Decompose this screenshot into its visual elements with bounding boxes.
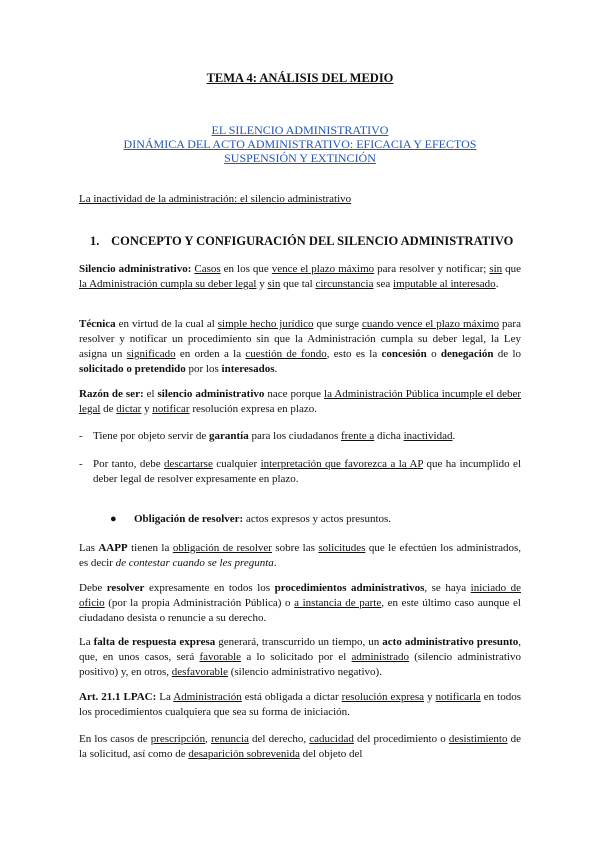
text-run: del objeto del	[299, 748, 363, 760]
blue-heading-line-2: DINÁMICA DEL ACTO ADMINISTRATIVO: EFICACIA Y EFECTOS	[123, 137, 477, 151]
text-run: (silencio administrativo positivo) y, en otros,	[79, 651, 521, 678]
section-number: 1.	[90, 234, 100, 248]
text-run: dicha	[374, 430, 404, 442]
text-run: resolver	[106, 582, 145, 594]
text-run: resolución expresa en plazo.	[189, 403, 317, 415]
text-run: cuando vence el plazo máximo	[361, 318, 500, 330]
text-run: concesión	[381, 348, 427, 360]
text-run: cualquier	[212, 458, 261, 470]
text-run: dictar	[116, 403, 142, 415]
term-label: Silencio administrativo:	[79, 263, 192, 275]
text-run: que	[502, 263, 522, 275]
text-run: sobre las	[271, 542, 319, 554]
text-run: caducidad	[309, 733, 354, 745]
dash-item-descartarse	[79, 457, 521, 487]
text-run: ,	[205, 733, 212, 745]
dash-marker: -	[79, 458, 83, 470]
text-run: generará, transcurrido un tiempo, un	[215, 636, 383, 648]
text-run: , en este último caso aunque el ciudadano desista o renuncie a su derecho.	[79, 597, 521, 624]
text-run: .	[495, 278, 499, 290]
text-run: Debe	[79, 582, 107, 594]
text-run: favorable	[199, 651, 242, 663]
text-run: que le efectúen los administrados, es decir	[79, 542, 521, 569]
text-run: desistimiento	[448, 733, 508, 745]
text-run: notificar	[152, 403, 190, 415]
text-run: la Administración cumpla su deber legal	[79, 278, 257, 290]
text-run: de la solicitud, así como de	[79, 733, 522, 760]
text-run: La	[156, 691, 174, 703]
text-run: , esto es la	[326, 348, 382, 360]
text-run: tienen la	[127, 542, 173, 554]
paragraph-falta-respuesta	[79, 635, 521, 680]
text-run: iniciado de oficio	[79, 582, 521, 609]
intro-subtitle: La inactividad de la administración: el silencio administrativo	[79, 193, 352, 205]
text-run: y	[141, 403, 153, 415]
text-run: para los ciudadanos	[248, 430, 341, 442]
bullet-marker: ●	[110, 513, 117, 525]
dash-item-garantia	[79, 429, 521, 444]
text-run: obligación de resolver	[172, 542, 272, 554]
text-run: desfavorable	[171, 666, 228, 678]
text-run: interpretación que favorezca a la AP	[260, 458, 424, 470]
text-run: circunstancia	[315, 278, 374, 290]
text-run: En los casos de	[79, 733, 151, 745]
page-title: TEMA 4: ANÁLISIS DEL MEDIO	[206, 71, 394, 85]
text-run: en todos los procedimientos cualquiera que sea su forma de iniciación.	[79, 691, 522, 718]
blue-heading-line-1: EL SILENCIO ADMINISTRATIVO	[211, 123, 389, 137]
text-run: denegación	[440, 348, 494, 360]
text-run: notificarla	[435, 691, 481, 703]
bullet-text: actos expresos y actos presuntos.	[243, 513, 392, 525]
text-run: Tiene por objeto servir de	[93, 430, 209, 442]
paragraph-prescripcion	[79, 732, 521, 762]
text-run: y	[424, 691, 436, 703]
term-label: Técnica	[79, 318, 116, 330]
text-run: para resolver y notificar;	[374, 263, 490, 275]
text-run: que ha incumplido el deber legal de resolver expresamente en plazo.	[93, 458, 521, 485]
paragraph-tecnica	[79, 317, 521, 377]
text-run: o	[426, 348, 441, 360]
text-run: imputable al interesado	[393, 278, 496, 290]
text-run: y	[256, 278, 268, 290]
text-run: solicitado o pretendido	[79, 363, 186, 375]
paragraph-aapp	[79, 541, 521, 571]
text-run: .	[274, 363, 278, 375]
paragraph-silencio	[79, 262, 521, 292]
text-run: La	[79, 636, 94, 648]
text-run: renuncia	[211, 733, 249, 745]
text-run: sea	[373, 278, 394, 290]
term-label: Art. 21.1 LPAC:	[79, 691, 157, 703]
text-run: falta de respuesta expresa	[93, 636, 216, 648]
text-run: prescripción	[150, 733, 206, 745]
text-run: frente a	[340, 430, 375, 442]
text-run: inactividad	[403, 430, 453, 442]
text-run: del procedimiento o	[353, 733, 449, 745]
text-run: de lo	[493, 348, 522, 360]
text-run: para resolver y notificar un procedimiento sin que la Administración cumpla su deber legal, la Ley asigna un	[79, 318, 521, 360]
text-run: en orden a la	[175, 348, 246, 360]
text-run: solicitudes	[318, 542, 366, 554]
text-run: que surge	[313, 318, 362, 330]
text-run: el	[143, 388, 158, 400]
section-heading	[90, 234, 513, 249]
text-run: resolución expresa	[341, 691, 425, 703]
text-run: que tal	[280, 278, 316, 290]
text-run: de	[100, 403, 117, 415]
text-run: vence el plazo máximo	[271, 263, 375, 275]
text-run: de contestar cuando se les pregunta	[115, 557, 274, 569]
text-run: está obligada a dictar	[241, 691, 342, 703]
text-run: .	[273, 557, 277, 569]
text-run: sin	[267, 278, 281, 290]
text-run: sin	[489, 263, 503, 275]
term-label: Razón de ser:	[79, 388, 144, 400]
text-run: silencio administrativo	[157, 388, 265, 400]
text-run: Por tanto, debe	[93, 458, 164, 470]
text-run: expresamente en todos los	[144, 582, 275, 594]
paragraph-razon-de-ser	[79, 387, 521, 417]
text-run: , se haya	[424, 582, 471, 594]
text-run: (silencio administrativo negativo).	[227, 666, 382, 678]
text-run: administrado	[351, 651, 409, 663]
bullet-label: Obligación de resolver:	[134, 513, 244, 525]
text-run: AAPP	[98, 542, 128, 554]
text-run: nace porque	[264, 388, 325, 400]
text-run: Casos	[194, 263, 221, 275]
text-run: Administración	[173, 691, 242, 703]
paragraph-debe-resolver	[79, 581, 521, 626]
dash-text	[93, 457, 521, 487]
text-run: del derecho,	[248, 733, 310, 745]
text-run: a lo solicitado por el	[241, 651, 352, 663]
text-run: en los que	[220, 263, 272, 275]
section-title: CONCEPTO Y CONFIGURACIÓN DEL SILENCIO ADMINISTRATIVO	[111, 234, 514, 248]
text-run: , que, en unos casos, será	[79, 636, 522, 663]
text-run: interesados	[221, 363, 275, 375]
text-run: significado	[126, 348, 176, 360]
text-run: garantía	[209, 430, 249, 442]
text-run: por los	[185, 363, 222, 375]
bullet-obligacion	[110, 513, 391, 525]
text-run: a instancia de parte	[294, 597, 382, 609]
text-run: procedimientos administrativos	[274, 582, 425, 594]
text-run: en virtud de la cual al	[115, 318, 218, 330]
paragraph-art-21	[79, 690, 521, 720]
dash-marker: -	[79, 430, 83, 442]
text-run: desaparición sobrevenida	[188, 748, 300, 760]
text-run: (por la propia Administración Pública) o	[104, 597, 295, 609]
dash-text	[93, 429, 521, 444]
text-run: simple hecho jurídico	[217, 318, 314, 330]
text-run: acto administrativo presunto	[382, 636, 519, 648]
text-run: .	[452, 430, 456, 442]
text-run: la Administración Pública incumple el deber legal	[79, 388, 522, 415]
text-run: cuestión de fondo	[245, 348, 327, 360]
text-run: descartarse	[163, 458, 213, 470]
blue-heading-line-3: SUSPENSIÓN Y EXTINCIÓN	[224, 151, 376, 165]
text-run: Las	[79, 542, 99, 554]
